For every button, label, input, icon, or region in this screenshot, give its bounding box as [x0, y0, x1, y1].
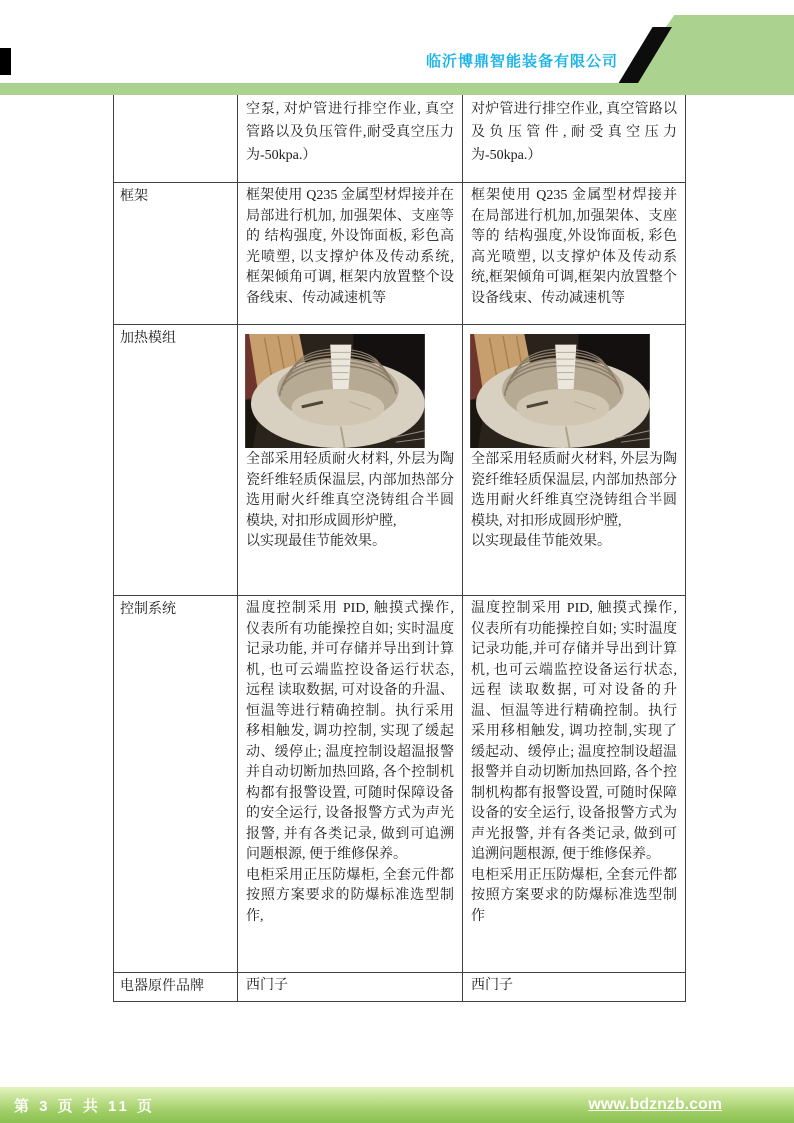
left-black-mark — [0, 48, 11, 75]
frame-spec-right: 框架使用 Q235 金属型材焊接并在局部进行机加,加强架体、支座等的 结构强度,外设饰面板, 彩色高光喷塑, 以支撑炉体及传动系统,框架倾角可调,框架内放置整个设备线束、传动减速机等 — [463, 183, 686, 325]
control-cell-right — [463, 596, 686, 973]
heating-text-right-2: 以实现最佳节能效果。 — [471, 534, 611, 549]
control-cell-left — [238, 596, 463, 973]
brand-value-right: 西门子 — [463, 973, 686, 1002]
page-indicator: 第 3 页 共 11 页 — [14, 1097, 156, 1115]
company-name: 临沂博鼎智能装备有限公司 — [425, 53, 618, 70]
control-text-right: 温度控制采用 PID, 触摸式操作, 仪表所有功能操控自如; 实时温度 记录功能,并可存储并导出到计算机, 也可云端监控设备运行状态,远程 读取数据, 可对设备的升温、恒温等进行精确控制。执行采用移相触发, 调功控制,实现了缓起动、缓停止; 温度控制设超温报警并自动切断加热回路, 各个控制机构都有报警设置, 可随时保障设备的安全运行, 设备报警方式为声光报警, 并有各类记录, 做到可追溯问题根源, 便于维修保养。 — [471, 601, 677, 862]
furnace-photo — [243, 334, 427, 448]
frame-spec-left: 框架使用 Q235 金属型材焊接并在局部进行机加, 加强架体、支座等的 结构强度, 外设饰面板, 彩色高光喷塑, 以支撑炉体及传动系统, 框架倾角可调, 框架内放置整个设备线束、传动减速机等 — [238, 183, 463, 325]
row-label-brand: 电器原件品牌 — [114, 973, 238, 1002]
heating-cell-left — [238, 325, 463, 596]
heating-cell-right — [463, 325, 686, 596]
heating-text-left: 全部采用轻质耐火材料, 外层为陶瓷纤维轻质保温层, 内部加热部分选用耐火纤维真空浇铸组合半圆模块, 对扣形成圆形炉膛, — [246, 452, 454, 529]
vacuum-spec-left: 空泵, 对炉管进行排空作业, 真空管路以及负压管件,耐受真空压力为-50kpa.） — [238, 95, 463, 183]
spec-table — [113, 95, 686, 1002]
row-label-control: 控制系统 — [114, 596, 238, 973]
heating-text-right: 全部采用轻质耐火材料, 外层为陶瓷纤维轻质保温层, 内部加热部分选用耐火纤维真空浇铸组合半圆模块, 对扣形成圆形炉膛, — [471, 452, 677, 529]
row-label-frame: 框架 — [114, 183, 238, 325]
header-green-strip — [0, 83, 794, 95]
brand-value-left: 西门子 — [238, 973, 463, 1002]
row-label-heating: 加热模组 — [114, 325, 238, 596]
control-text-left: 温度控制采用 PID, 触摸式操作, 仪表所有功能操控自如; 实时温度 记录功能, 并可存储并导出到计算机, 也可云端监控设备运行状态, 远程 读取数据, 可对设备的升温、恒温等进行精确控制。执行采用移相触发, 调功控制, 实现了缓起动、缓停止; 温度控制设超温报警并自动切断加热回路, 各个控制机构都有报警设置, 可随时保障设备的安全运行, 设备报警方式为声光报警, 并有各类记录, 做到可追溯问题根源, 便于维修保养。 — [246, 601, 454, 862]
control-text-left-2: 电柜采用正压防爆柜, 全套元件都按照方案要求的防爆标准选型制作, — [246, 867, 454, 924]
page-footer — [0, 1087, 794, 1123]
heating-text-left-2: 以实现最佳节能效果。 — [246, 534, 386, 549]
furnace-photo — [468, 334, 652, 448]
control-text-right-2: 电柜采用正压防爆柜, 全套元件都按照方案要求的防爆标准选型制作 — [471, 867, 677, 924]
website-link[interactable]: www.bdznzb.com — [588, 1096, 722, 1113]
vacuum-spec-right: 对炉管进行排空作业, 真空管路以及负压管件,耐受真空压力为-50kpa.） — [463, 95, 686, 183]
row-label-vacuum — [114, 95, 238, 183]
